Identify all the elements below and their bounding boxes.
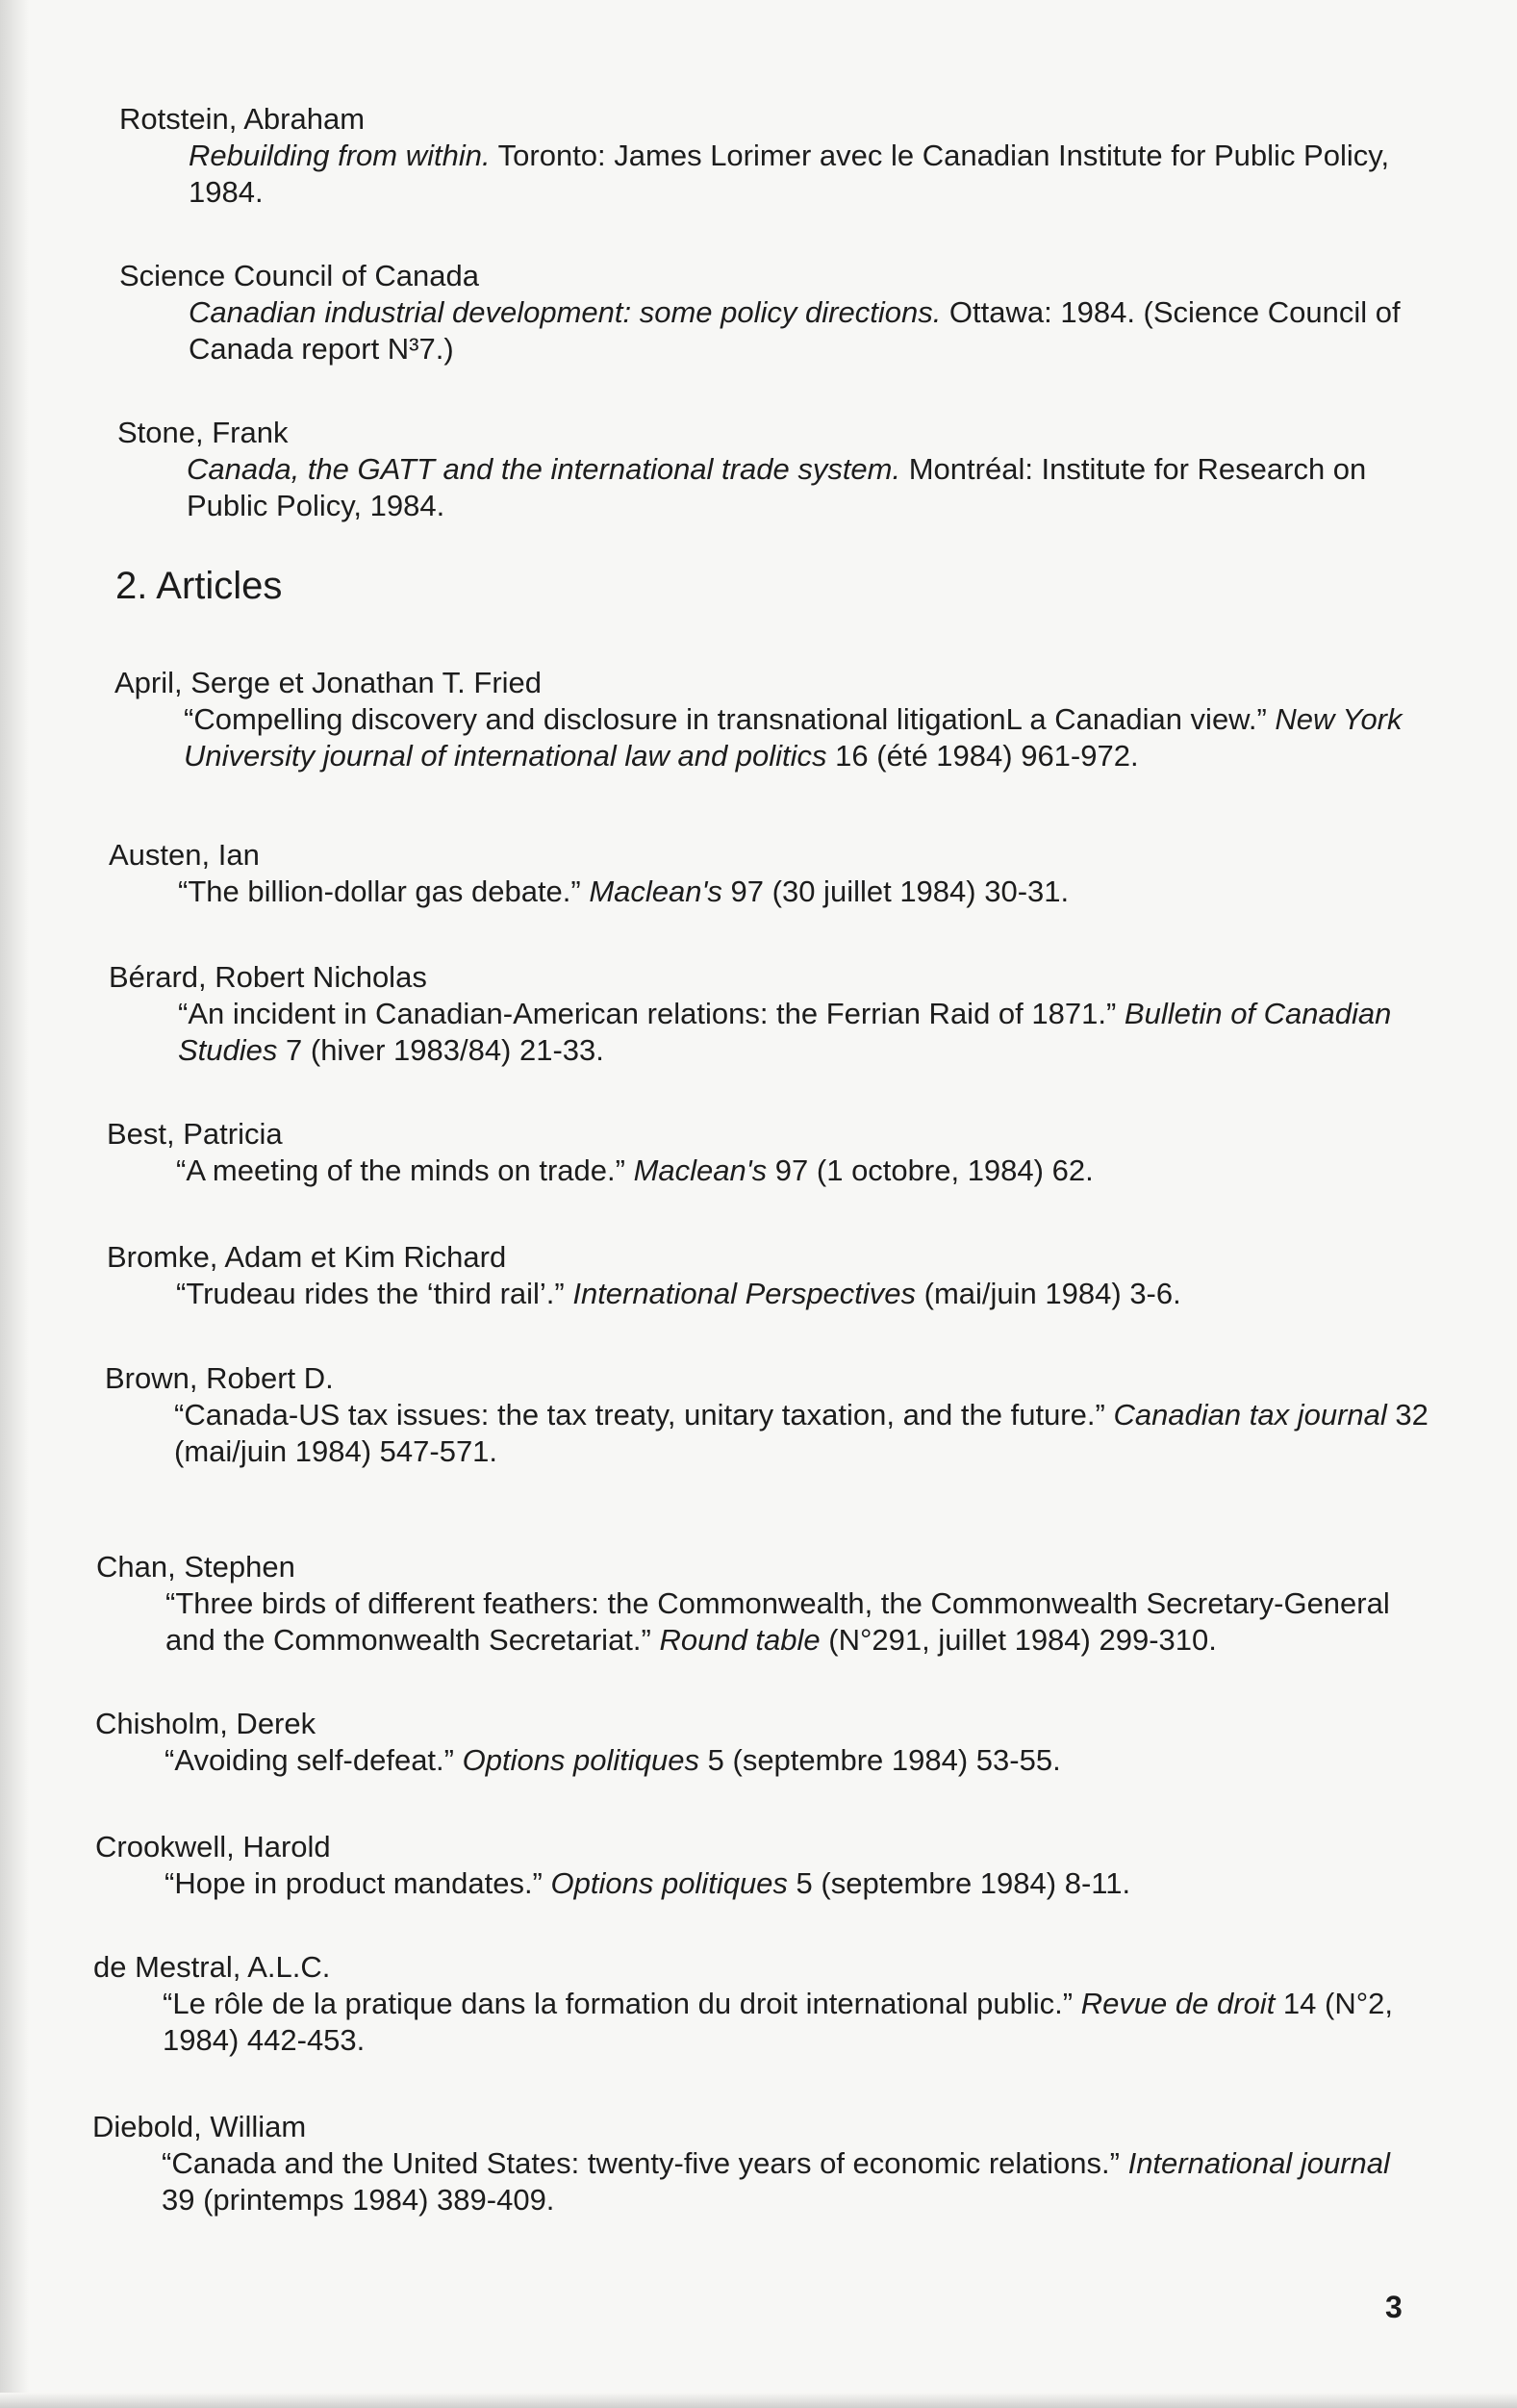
citation-part: Options politiques [462,1743,700,1777]
citation-part: (mai/juin 1984) 3-6. [916,1277,1181,1310]
article-entry [95,1829,1423,1902]
article-entry [96,1549,1424,1659]
book-entry [119,101,1447,211]
citation-part: “Trudeau rides the ‘third rail’.” [176,1277,573,1310]
page-number: 3 [1385,2290,1403,2324]
entry-citation [187,451,1447,524]
book-entry [117,415,1445,524]
article-entry [92,2109,1420,2218]
article-entry [107,1116,1434,1189]
citation-part: 97 (30 juillet 1984) 30-31. [721,874,1070,908]
citation-part: “A meeting of the minds on trade.” [176,1153,634,1187]
citation-part: 32 (mai/juin 1984) 547-571. [174,1398,1429,1468]
book-entry [119,258,1447,368]
scan-left-edge [0,0,29,2408]
citation-part: 14 (N°2, 1984) 442-453. [163,1987,1393,2057]
entry-author: Science Council of Canada [119,259,479,292]
citation-part: “Hope in product mandates.” [164,1866,551,1900]
article-entry [93,1949,1421,2059]
article-entry [109,959,1436,1069]
entry-citation [174,1397,1434,1470]
entry-citation [176,1153,1436,1189]
entry-author: Chisholm, Derek [95,1707,316,1740]
entry-citation [178,874,1438,910]
citation-part: 5 (septembre 1984) 8-11. [787,1866,1131,1900]
citation-part: Revue de droit [1080,1987,1276,2020]
citation-part: Maclean's [633,1153,768,1187]
citation-part: Canada, the GATT and the international trade system. [187,452,901,486]
citation-part: Round table [659,1623,821,1657]
citation-part: (N°291, juillet 1984) 299-310. [820,1623,1217,1657]
section-heading: 2. Articles [115,565,283,607]
entry-author: Crookwell, Harold [95,1830,331,1863]
citation-part: Options politiques [550,1866,788,1900]
entry-citation [165,1585,1426,1659]
citation-part: “Canada and the United States: twenty-five years of economic relations.” [162,2146,1128,2180]
citation-part: “Three birds of different feathers: the Commonwealth, the Commonwealth Secretary-General and the Commonwealth Secretariat.” [165,1586,1390,1657]
citation-part: Ottawa: 1984. (Science Council of Canada report N³7.) [189,295,1401,366]
entry-citation [189,294,1449,368]
entry-author: Bromke, Adam et Kim Richard [107,1240,507,1274]
citation-part: 5 (septembre 1984) 53-55. [699,1743,1061,1777]
citation-part: “An incident in Canadian-American relations: the Ferrian Raid of 1871.” [178,997,1125,1030]
entry-author: Chan, Stephen [96,1550,295,1584]
entry-citation [164,1865,1425,1902]
citation-part: International Perspectives [572,1277,917,1310]
article-entry [109,837,1436,910]
entry-citation [163,1986,1423,2059]
citation-part: 7 (hiver 1983/84) 21-33. [277,1033,604,1067]
citation-part: Maclean's [589,874,722,908]
citation-part: Toronto: James Lorimer avec le Canadian Institute for Public Policy, 1984. [189,139,1390,209]
entry-citation [176,1276,1436,1312]
article-entry [105,1360,1432,1470]
citation-part: “Le rôle de la pratique dans la formation du droit international public.” [163,1987,1081,2020]
entry-author: Stone, Frank [117,416,289,449]
citation-part: “Avoiding self-defeat.” [164,1743,463,1777]
citation-part: “The billion-dollar gas debate.” [178,874,590,908]
article-entry [107,1239,1434,1312]
citation-part: “Canada-US tax issues: the tax treaty, unitary taxation, and the future.” [174,1398,1114,1432]
entry-citation [189,138,1449,211]
entry-author: Diebold, William [92,2110,307,2143]
entry-citation [178,996,1438,1069]
entry-author: Rotstein, Abraham [119,102,366,136]
entry-author: Austen, Ian [109,838,260,872]
entry-author: Bérard, Robert Nicholas [109,960,427,994]
citation-part: 16 (été 1984) 961-972. [826,739,1139,773]
citation-part: 97 (1 octobre, 1984) 62. [767,1153,1094,1187]
entry-citation [184,701,1444,774]
citation-part: Montréal: Institute for Research on Public Policy, 1984. [187,452,1367,522]
article-entry [95,1706,1423,1779]
entry-citation [164,1742,1425,1779]
entry-author: Best, Patricia [107,1117,283,1151]
article-entry [114,665,1442,774]
entry-author: Brown, Robert D. [105,1361,334,1395]
entry-author: April, Serge et Jonathan T. Fried [114,666,543,699]
citation-part: Rebuilding from within. [189,139,491,172]
citation-part: 39 (printemps 1984) 389-409. [162,2183,555,2217]
citation-part: “Compelling discovery and disclosure in transnational litigationL a Canadian view.” [184,702,1276,736]
citation-part: Canadian industrial development: some policy directions. [189,295,942,329]
entry-citation [162,2145,1422,2218]
citation-part: Bulletin of Canadian Studies [178,997,1392,1067]
citation-part: International journal [1127,2146,1390,2180]
entry-author: de Mestral, A.L.C. [93,1950,331,1984]
citation-part: New York University journal of international law and politics [184,702,1403,773]
citation-part: Canadian tax journal [1113,1398,1387,1432]
scan-bottom-edge [0,2393,1517,2408]
